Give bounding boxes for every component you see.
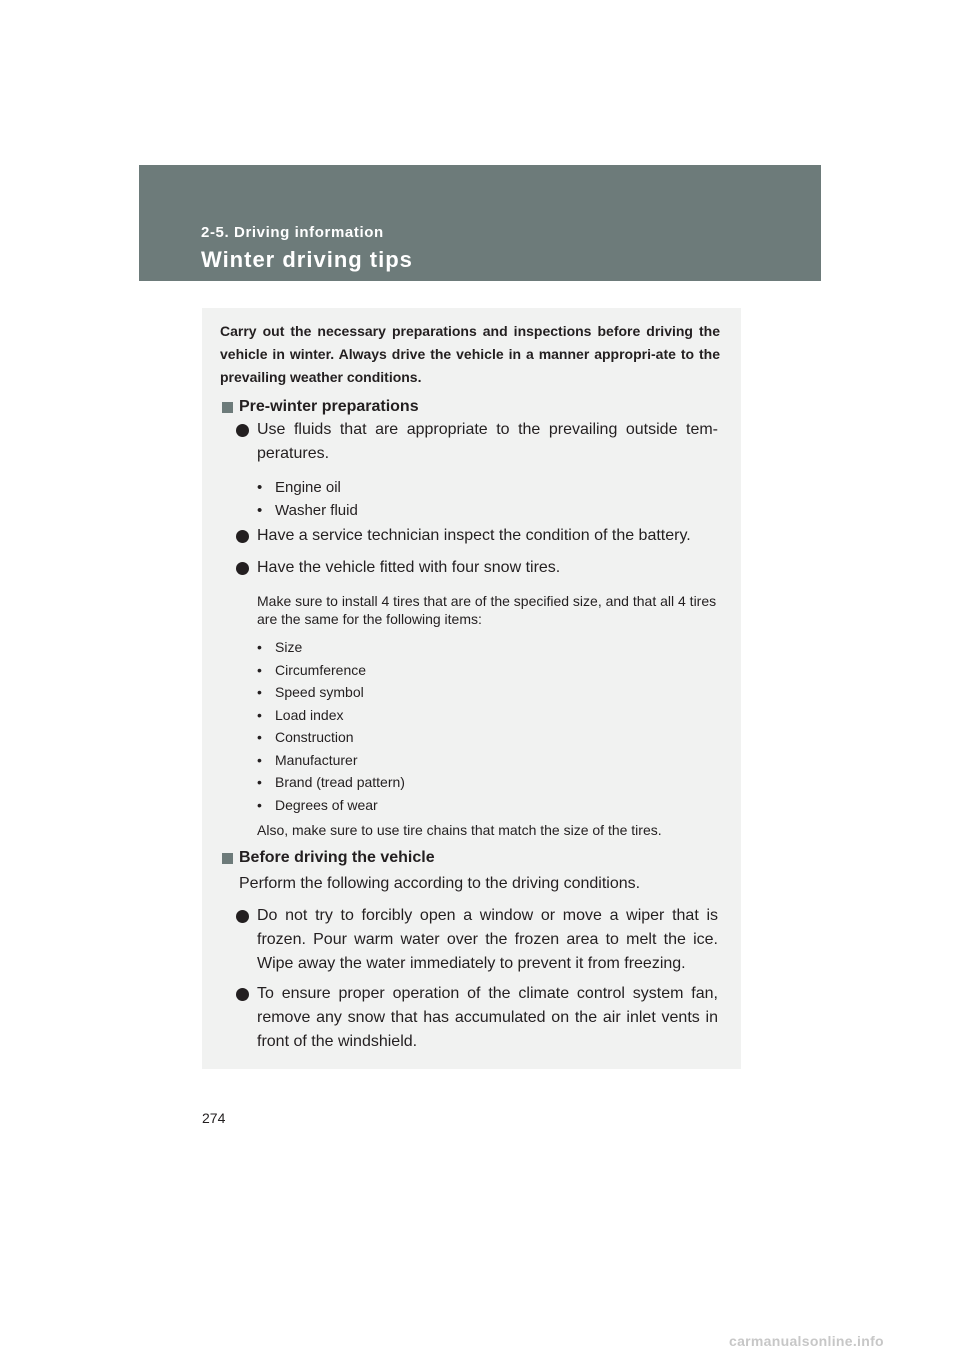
- intro-text: Carry out the necessary preparations and inspections before driving the vehicle in winter. Always drive the vehicle in a manner appropri-ate to the prevailing weather conditions.: [220, 323, 720, 385]
- round-bullet-icon: [236, 988, 249, 1001]
- list-item: • Load index: [257, 707, 344, 723]
- bullet-battery: [238, 524, 718, 548]
- section-label: 2-5. Driving information: [201, 224, 384, 241]
- round-bullet-icon: [236, 910, 249, 923]
- bullet-snow-tires: [238, 556, 718, 580]
- square-bullet-icon: [222, 853, 233, 864]
- section-header: [139, 165, 821, 281]
- bullet-text: Have a service technician inspect the condition of the battery.: [257, 527, 691, 544]
- tire-note: Make sure to install 4 tires that are of the specified size, and that all 4 tires are the same for the following items:: [257, 593, 717, 627]
- chains-note: Also, make sure to use tire chains that match the size of the tires.: [257, 822, 662, 838]
- bullet-frozen-window: [238, 904, 718, 976]
- before-driving-intro: Perform the following according to the driving conditions.: [239, 875, 641, 892]
- heading-pre-winter: [222, 398, 419, 416]
- round-bullet-icon: [236, 424, 249, 437]
- list-item: • Speed symbol: [257, 684, 364, 700]
- list-item: • Construction: [257, 729, 354, 745]
- list-item: • Circumference: [257, 662, 367, 678]
- round-bullet-icon: [236, 562, 249, 575]
- page-title: Winter driving tips: [201, 247, 413, 272]
- heading-label: Pre-winter preparations: [239, 398, 419, 415]
- round-bullet-icon: [236, 530, 249, 543]
- list-item: • Washer fluid: [257, 502, 358, 519]
- list-item: • Degrees of wear: [257, 797, 378, 813]
- bullet-text: Do not try to forcibly open a window or move a wiper that is frozen. Pour warm water over the frozen area to melt the ice. Wipe away the water immediately to prevent it from freezing.: [257, 907, 718, 972]
- list-item: • Engine oil: [257, 479, 341, 496]
- page-number: 274: [202, 1110, 226, 1126]
- list-item: • Brand (tread pattern): [257, 774, 405, 790]
- bullet-fluids: [238, 418, 718, 466]
- bullet-text: Have the vehicle fitted with four snow tires.: [257, 559, 561, 576]
- list-item: • Manufacturer: [257, 752, 358, 768]
- watermark: carmanualsonline.info: [729, 1333, 884, 1349]
- bullet-text: To ensure proper operation of the climate control system fan, remove any snow that has accumulated on the air inlet vents in front of the windshield.: [257, 985, 718, 1050]
- heading-label: Before driving the vehicle: [239, 849, 435, 866]
- square-bullet-icon: [222, 402, 233, 413]
- bullet-text: Use fluids that are appropriate to the prevailing outside tem-peratures.: [257, 421, 718, 462]
- list-item: • Size: [257, 639, 303, 655]
- content-panel: [202, 308, 741, 1069]
- heading-before-driving: [222, 849, 435, 867]
- bullet-air-inlet: [238, 982, 718, 1054]
